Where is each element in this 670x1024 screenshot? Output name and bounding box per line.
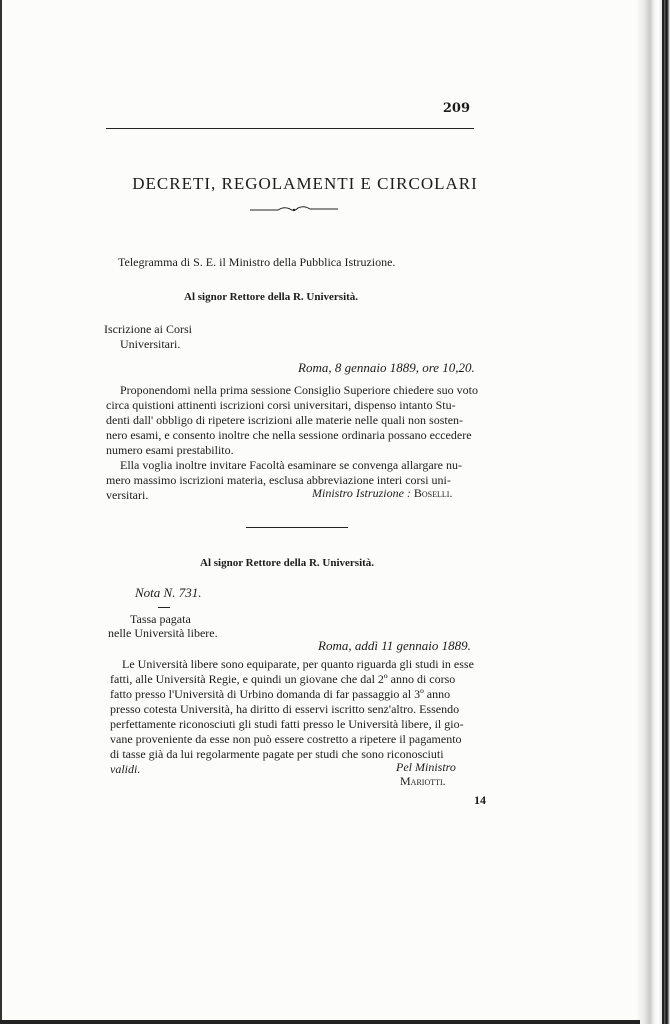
body-1-line-5: numero esami prestabilito. — [106, 443, 234, 457]
addressee-2: Al signor Rettore della R. Università. — [200, 557, 375, 569]
addressee-1: Al signor Rettore della R. Università. — [184, 291, 359, 303]
side-note-1-line-1: Iscrizione ai Corsi — [104, 322, 192, 336]
body-1-line-3: denti dall' obbligo di ripetere iscrizioni alle materie nelle quali non sosten- — [106, 413, 464, 427]
signature-2-name: Mariotti. — [400, 774, 446, 788]
body-2-line-7: di tasse già da lui regolarmente pagate per studi che sono riconosciuti — [110, 747, 444, 761]
section-heading: DECRETI, REGOLAMENTI E CIRCOLARI — [132, 174, 478, 193]
ornament-flourish — [248, 203, 340, 215]
body-2-line-4: presso cotesta Università, ha diritto di esservi iscritto senz'altro. Essendo — [110, 702, 460, 716]
body-1-line-6: Ella voglia inoltre invitare Facoltà esaminare se convenga allargare nu- — [120, 458, 462, 472]
binding-line — [662, 0, 664, 1024]
body-1-line-1: Proponendomi nella prima sessione Consiglio Superiore chiedere suo voto — [120, 383, 478, 397]
signature-1-label: Ministro Istruzione : — [312, 486, 411, 500]
nota-number: Nota N. 731. — [135, 585, 202, 600]
telegram-title: Telegramma di S. E. il Ministro della Pubblica Istruzione. — [118, 255, 396, 269]
body-2-line-6: vane proveniente da esse non può essere costretto a ripetere il pagamento — [110, 732, 462, 746]
signature-1-name: Boselli. — [413, 486, 453, 500]
side-note-2-line-1: Tassa pagata — [130, 612, 191, 626]
section-divider — [246, 527, 348, 528]
page-number: 209 — [442, 101, 470, 116]
signature-mark: 14 — [474, 793, 486, 807]
side-note-2-line-2: nelle Università libere. — [108, 626, 218, 640]
book-binding-edge — [636, 0, 670, 1024]
nota-dash — [158, 607, 170, 608]
body-1-line-2: circa quistioni attinenti iscrizioni corsi universitari, dispenso intanto Stu- — [106, 398, 456, 412]
signature-1 — [312, 486, 452, 500]
signature-2-label: Pel Ministro — [396, 760, 456, 774]
body-2-line-2: fatti, alle Università Regie, e quindi un giovane che dal 2º anno di corso — [110, 672, 456, 686]
dateline-1: Roma, 8 gennaio 1889, ore 10,20. — [298, 360, 475, 375]
body-2-line-5: perfettamente riconosciuti gli studi fatti presso le Università libere, il gio- — [110, 717, 464, 731]
body-1-line-4: nero esami, e consento inoltre che nella sessione ordinaria possano eccedere — [106, 428, 472, 442]
header-rule — [106, 128, 474, 129]
dateline-2: Roma, addì 11 gennaio 1889. — [318, 638, 471, 653]
body-1-line-8: versitari. — [106, 488, 149, 502]
side-note-1-line-2: Universitari. — [120, 337, 181, 351]
body-2-line-1: Le Università libere sono equiparate, per quanto riguarda gli studi in esse — [122, 657, 474, 671]
body-1-line-7: mero massimo iscrizioni materia, esclusa abbreviazione interi corsi uni- — [106, 473, 451, 487]
page-left-border — [0, 0, 2, 1024]
page-bottom-border — [0, 1020, 640, 1024]
body-2-line-3: fatto presso l'Università di Urbino domanda di far passaggio al 3º anno — [110, 687, 451, 701]
body-2-line-8: validi. — [110, 762, 141, 776]
